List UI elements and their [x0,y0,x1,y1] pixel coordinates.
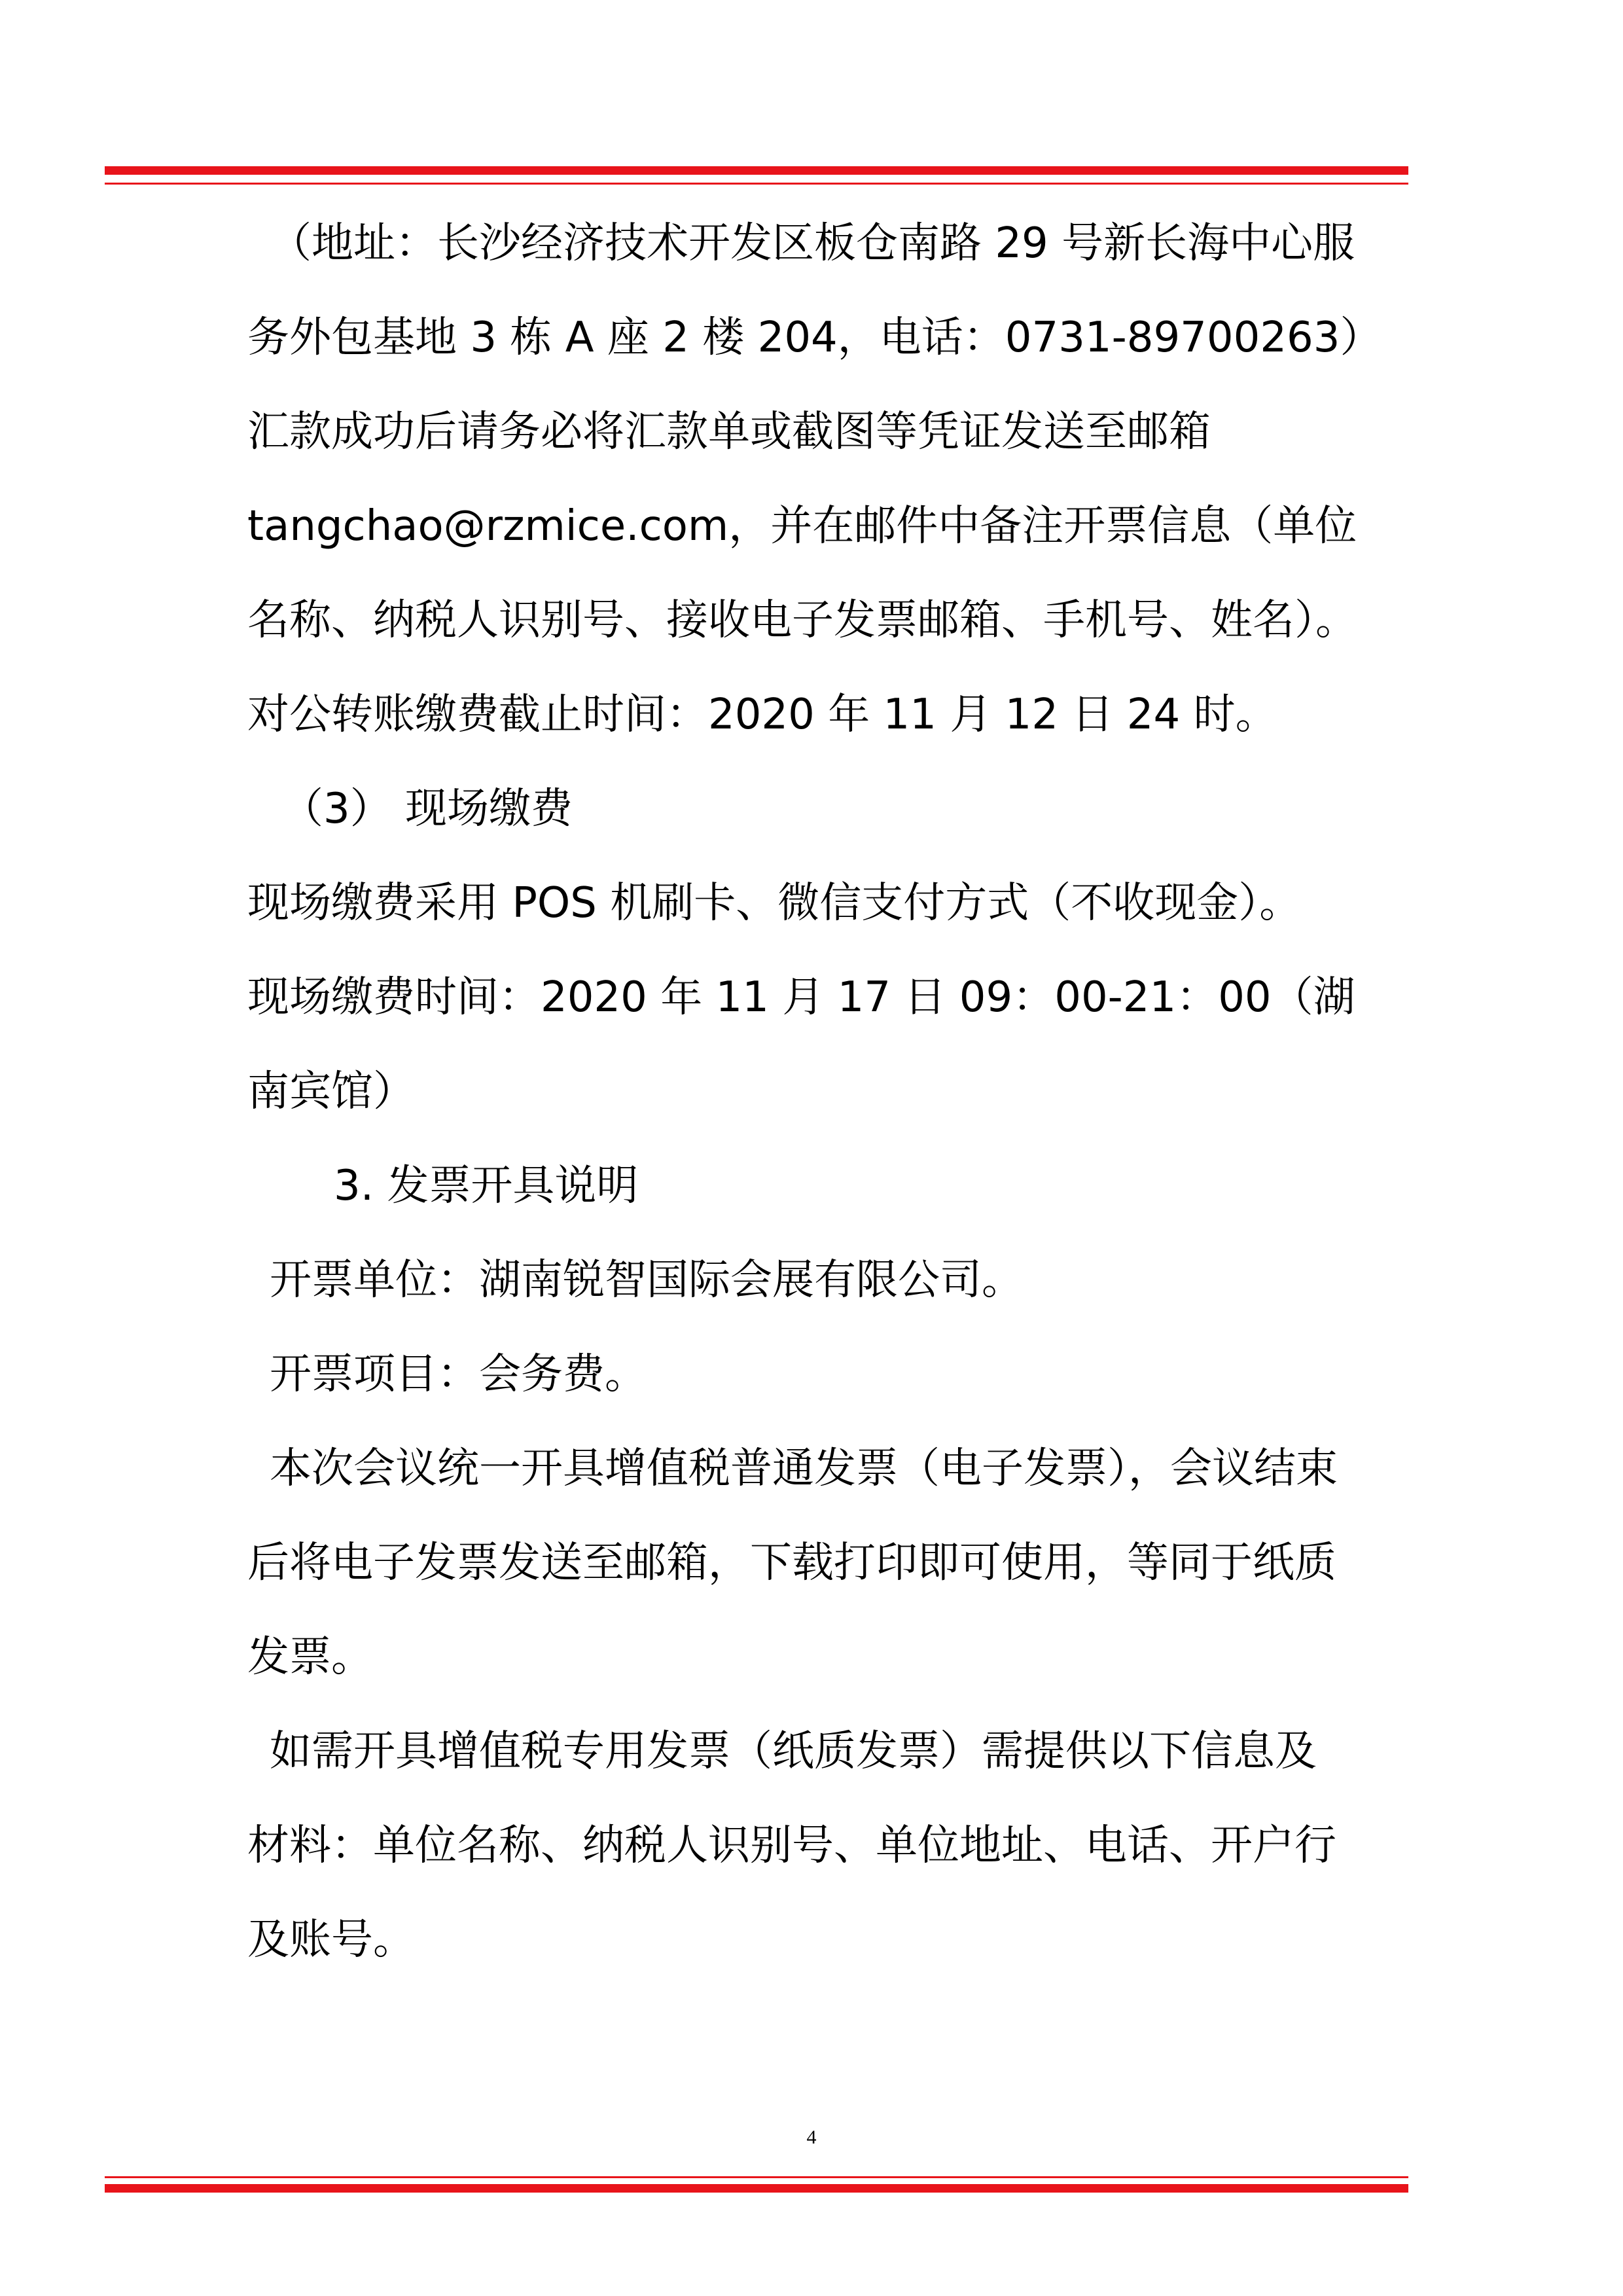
address-line-1: （地址：长沙经济技术开发区板仓南路 29 号新长海中心服 [270,219,1355,268]
invoice-section-heading: 3. 发票开具说明 [334,1162,639,1210]
footer-rule-thin [105,2176,1408,2178]
transfer-deadline: 对公转账缴费截止时间：2020 年 11 月 12 日 24 时。 [247,691,1277,739]
onsite-payment-time-line-1: 现场缴费时间：2020 年 11 月 17 日 09：00-21：00（湖 [247,973,1355,1022]
e-invoice-note-line-2: 后将电子发票发送至邮箱，下载打印即可使用，等同于纸质 [247,1539,1336,1587]
e-invoice-note-line-3: 发票。 [247,1633,373,1681]
onsite-payment-heading: （3） 现场缴费 [281,785,573,833]
invoice-item: 开票项目：会务费。 [270,1350,647,1399]
page-number: 4 [806,2126,817,2148]
footer-rule-thick [105,2184,1408,2193]
document-body [247,196,1399,1987]
special-invoice-note-line-1: 如需开具增值税专用发票（纸质发票）需提供以下信息及 [270,1727,1317,1776]
address-line-2: 务外包基地 3 栋 A 座 2 楼 204，电话：0731-89700263） [247,314,1382,362]
header-rule-thick [105,166,1408,175]
header-rule-thin [105,183,1408,185]
invoice-issuer: 开票单位：湖南锐智国际会展有限公司。 [270,1256,1024,1304]
onsite-payment-methods: 现场缴费采用 POS 机刷卡、微信支付方式（不收现金）。 [247,879,1302,927]
remittance-instruction-line-2: tangchao@rzmice.com，并在邮件中备注开票信息（单位 [247,502,1357,550]
onsite-payment-time-line-2: 南宾馆） [247,1067,415,1116]
special-invoice-note-line-3: 及账号。 [247,1916,415,1964]
remittance-instruction-line-3: 名称、纳税人识别号、接收电子发票邮箱、手机号、姓名）。 [247,596,1357,645]
remittance-instruction-line-1: 汇款成功后请务必将汇款单或截图等凭证发送至邮箱 [247,408,1211,456]
special-invoice-note-line-2: 材料：单位名称、纳税人识别号、单位地址、电话、开户行 [247,1821,1336,1870]
e-invoice-note-line-1: 本次会议统一开具增值税普通发票（电子发票），会议结束 [270,1444,1338,1493]
